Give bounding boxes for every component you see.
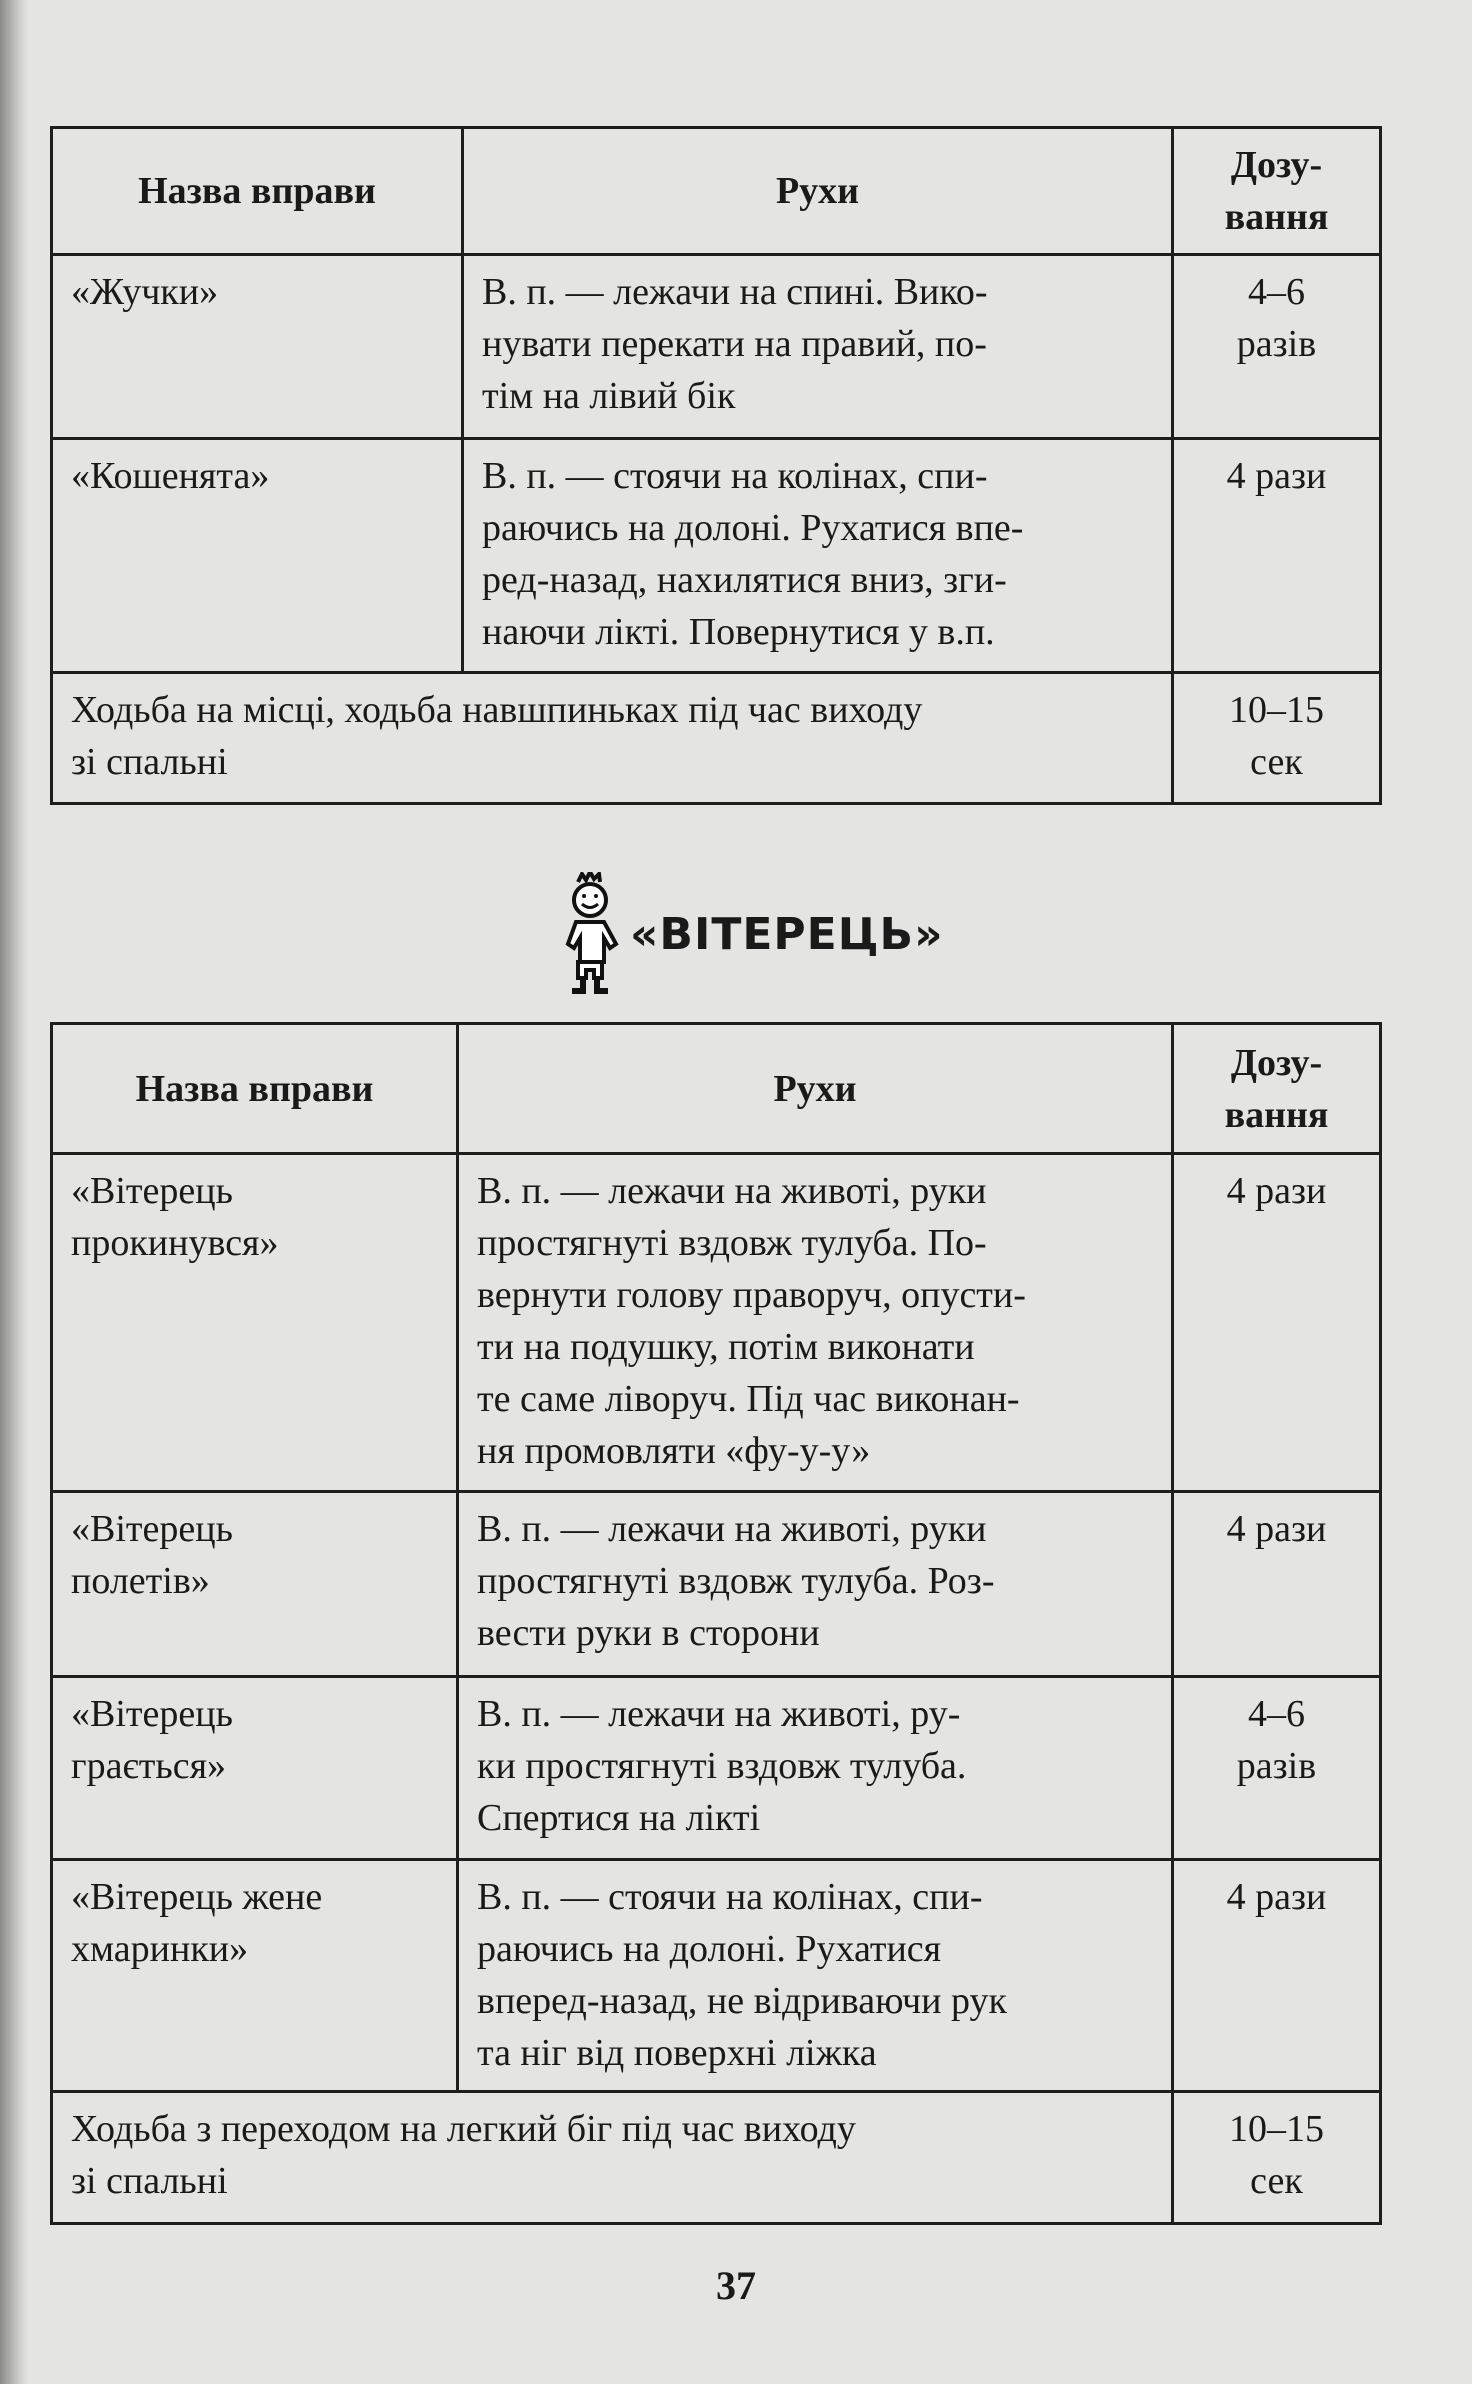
exercise-dose: 4 рази (1173, 1492, 1381, 1677)
exercise-name: «Вітерець прокинувся» (52, 1154, 458, 1492)
walking-text: Ходьба на місці, ходьба навшпиньках під час виходу зі спальні (52, 673, 1173, 804)
exercise-table-1 (50, 126, 1382, 805)
walking-dose: 10–15 сек (1173, 673, 1381, 804)
section-title (560, 872, 944, 996)
header-dose: Дозу- вання (1173, 1024, 1381, 1154)
exercise-dose: 4 рази (1173, 1154, 1381, 1492)
table-row (52, 1860, 1381, 2092)
exercise-moves: В. п. — лежачи на животі, руки простягнуті вздовж тулуба. По- вернути голову праворуч, опусти- ти на подушку, потім виконати те саме ліворуч. Під час виконан- ня промовляти «фу-у-у» (458, 1154, 1173, 1492)
table-row (52, 1677, 1381, 1860)
walking-dose: 10–15 сек (1173, 2092, 1381, 2224)
section-title-text: «ВІТЕРЕЦЬ» (630, 908, 944, 960)
header-dose: Дозу- вання (1173, 128, 1381, 255)
header-moves: Рухи (458, 1024, 1173, 1154)
exercise-name: «Вітерець полетів» (52, 1492, 458, 1677)
exercise-moves: В. п. — лежачи на спині. Вико- нувати перекати на правий, по- тім на лівий бік (463, 255, 1173, 439)
walking-text: Ходьба з переходом на легкий біг під час виходу зі спальні (52, 2092, 1173, 2224)
exercise-name: «Кошенята» (52, 439, 463, 673)
exercise-name: «Вітерець грається» (52, 1677, 458, 1860)
walking-row (52, 673, 1381, 804)
boy-icon (560, 872, 620, 996)
book-spine-shadow (0, 0, 28, 2384)
exercise-table-2 (50, 1022, 1382, 2225)
exercise-dose: 4–6 разів (1173, 1677, 1381, 1860)
table-row (52, 1154, 1381, 1492)
exercise-moves: В. п. — стоячи на колінах, спи- раючись на долоні. Рухатися впе- ред-назад, нахилятися вниз, зги- наючи лікті. Повернутися у в.п. (463, 439, 1173, 673)
header-name: Назва вправи (52, 128, 463, 255)
header-moves: Рухи (463, 128, 1173, 255)
exercise-dose: 4 рази (1173, 1860, 1381, 2092)
header-name: Назва вправи (52, 1024, 458, 1154)
exercise-dose: 4–6 разів (1173, 255, 1381, 439)
table-row (52, 439, 1381, 673)
exercise-moves: В. п. — лежачи на животі, ру- ки простягнуті вздовж тулуба. Спертися на лікті (458, 1677, 1173, 1860)
exercise-name: «Жучки» (52, 255, 463, 439)
exercise-dose: 4 рази (1173, 439, 1381, 673)
exercise-name: «Вітерець жене хмаринки» (52, 1860, 458, 2092)
exercise-moves: В. п. — лежачи на животі, руки простягнуті вздовж тулуба. Роз- вести руки в сторони (458, 1492, 1173, 1677)
page-number: 37 (716, 2263, 756, 2308)
table-row (52, 255, 1381, 439)
table-row (52, 1492, 1381, 1677)
exercise-moves: В. п. — стоячи на колінах, спи- раючись на долоні. Рухатися вперед-назад, не відриваючи рук та ніг від поверхні ліжка (458, 1860, 1173, 2092)
walking-row (52, 2092, 1381, 2224)
